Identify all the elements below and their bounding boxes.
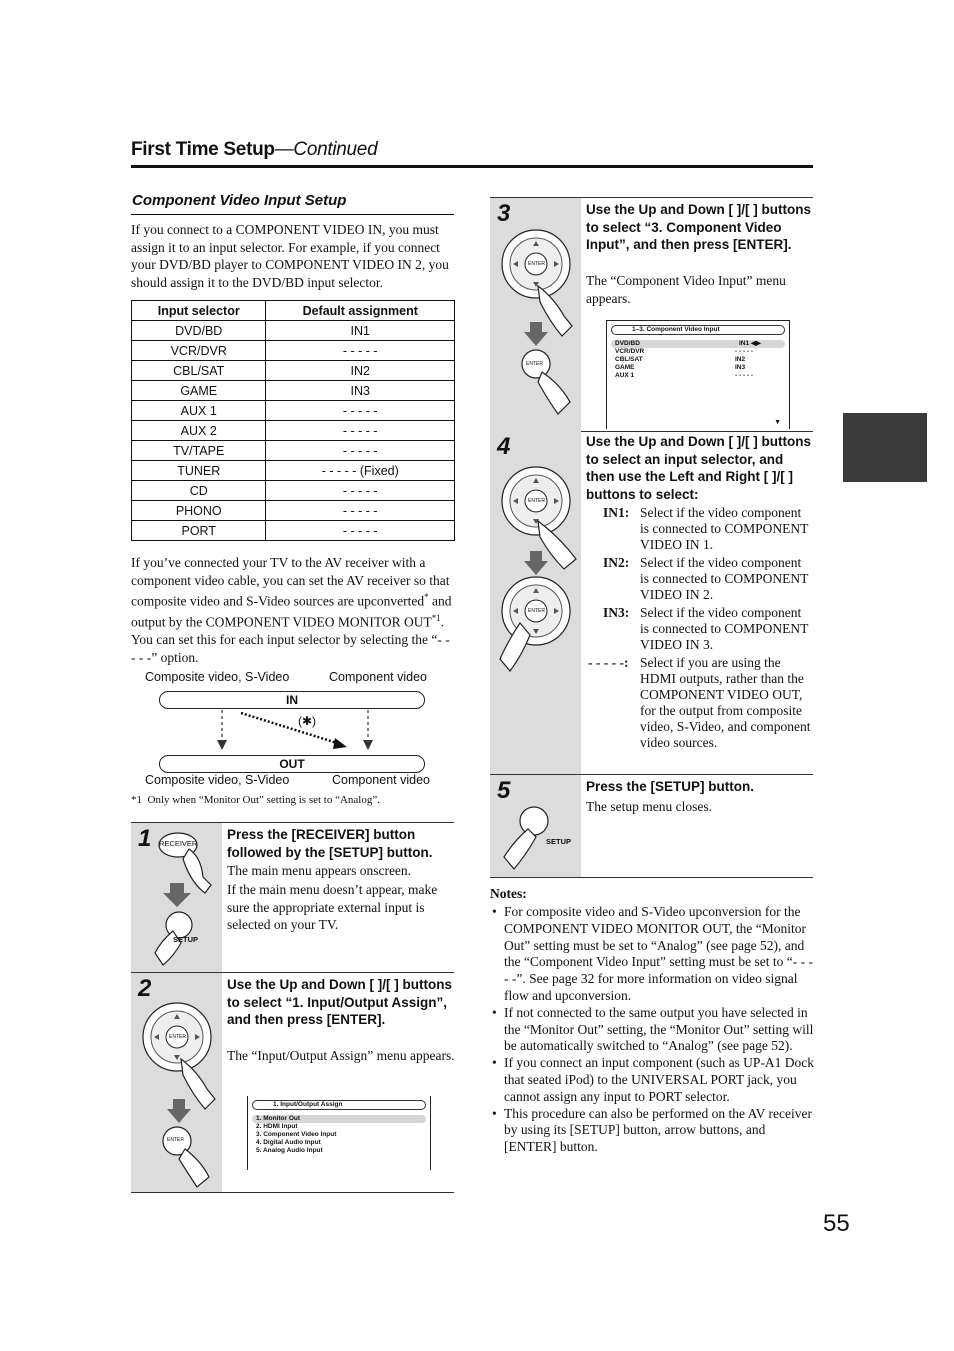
step-heading: Press the [SETUP] button. bbox=[586, 779, 755, 794]
option-key: - - - - -: bbox=[588, 655, 629, 670]
enter-button-label: ENTER bbox=[526, 361, 543, 367]
step-heading: Use the Up and Down [ ]/[ ] buttons to select “1. Input/Output Assign”, and then press [ENTER]. bbox=[227, 977, 452, 1027]
menu-item: 2. HDMI Input bbox=[256, 1123, 298, 1130]
step-text: The “Input/Output Assign” menu appears. bbox=[227, 1048, 455, 1063]
default-assignment-cell: IN3 bbox=[266, 381, 455, 401]
input-selector-cell: CBL/SAT bbox=[132, 361, 266, 381]
scroll-down-icon: ▼ bbox=[774, 419, 781, 426]
remote-hand-illustration bbox=[153, 827, 225, 969]
table-header-input: Input selector bbox=[132, 301, 266, 321]
in-pill: IN bbox=[159, 691, 425, 709]
step-text: The setup menu closes. bbox=[586, 799, 712, 814]
menu-row bbox=[607, 364, 789, 372]
default-assignment-cell: - - - - - bbox=[266, 401, 455, 421]
setup-button-label: SETUP bbox=[546, 837, 572, 846]
menu-row-selector: CBL/SAT bbox=[615, 356, 643, 363]
default-assignment-cell: - - - - - bbox=[266, 341, 455, 361]
menu-item: 4. Digital Audio Input bbox=[256, 1139, 321, 1146]
step-1 bbox=[131, 822, 454, 973]
enter-button-label: ENTER bbox=[167, 1137, 184, 1143]
option-description: Select if you are using the HDMI outputs, rather than the COMPONENT VIDEO OUT, for the output from composite video, S-Video, and component video sources. bbox=[640, 655, 811, 750]
section-rule bbox=[131, 214, 454, 215]
default-assignment-cell: - - - - - bbox=[266, 521, 455, 541]
input-selector-cell: VCR/DVR bbox=[132, 341, 266, 361]
menu-row-selector: VCR/DVR bbox=[615, 348, 645, 355]
menu-row-assignment: IN1 ◀▶ bbox=[739, 340, 761, 347]
input-output-assign-menu bbox=[247, 1096, 431, 1170]
step-number: 2 bbox=[138, 975, 152, 1002]
footnote-text: Only when “Monitor Out” setting is set to “Analog”. bbox=[147, 794, 380, 806]
upconversion-paragraph bbox=[131, 554, 453, 666]
step-4 bbox=[490, 431, 813, 774]
para-text: If you’ve connected your TV to the AV receiver with a component video cable, you can set the AV receiver so that composite video and S-Video sources are upconverted bbox=[131, 555, 450, 609]
receiver-button-label: RECEIVER bbox=[159, 839, 198, 848]
table-row bbox=[132, 361, 455, 381]
step-text: If the main menu doesn’t appear, make sure the appropriate external input is selected on your TV. bbox=[227, 882, 438, 932]
note-item: • For composite video and S-Video upconversion for the COMPONENT VIDEO MONITOR OUT, the “Monitor Out” setting must be set to “Analog” (see page 52), and the “Component Video Input” setting must be set to “- - - - -”. See page 32 for more information on video signal flow and upconversion. bbox=[490, 904, 815, 1005]
option-key: IN2: bbox=[603, 555, 630, 570]
menu-row bbox=[607, 348, 789, 356]
remote-dpad-illustration bbox=[139, 999, 225, 1189]
input-selector-cell: TV/TAPE bbox=[132, 441, 266, 461]
header-continued: —Continued bbox=[274, 139, 378, 160]
option-key: IN3: bbox=[603, 605, 630, 620]
default-assignment-cell: IN1 bbox=[266, 321, 455, 341]
table-row bbox=[132, 521, 455, 541]
footnote-ref: *1 bbox=[431, 613, 441, 623]
menu-item: 1. Monitor Out bbox=[252, 1115, 426, 1123]
remote-dpad-illustration bbox=[498, 226, 584, 416]
menu-item: 3. Component Video Input bbox=[256, 1131, 337, 1138]
step-heading: Use the Up and Down [ ]/[ ] buttons to select “3. Component Video Input”, and then press [ENTER]. bbox=[586, 202, 811, 252]
chapter-tab bbox=[843, 413, 927, 482]
table-row bbox=[132, 441, 455, 461]
step-heading: Use the Up and Down [ ]/[ ] buttons to select an input selector, and then use the Left and Right [ ]/[ ] buttons to select: bbox=[586, 434, 811, 502]
table-row bbox=[132, 321, 455, 341]
default-assignment-cell: - - - - - (Fixed) bbox=[266, 461, 455, 481]
section-title: Component Video Input Setup bbox=[132, 192, 347, 209]
menu-row-selector: AUX 1 bbox=[615, 372, 635, 379]
remote-dpad-illustration bbox=[498, 463, 584, 673]
default-assignment-cell: - - - - - bbox=[266, 481, 455, 501]
default-assignment-cell: IN2 bbox=[266, 361, 455, 381]
note-item: • If not connected to the same output you have selected in the “Monitor Out” setting, the “Monitor Out” setting will be automatically switched to “Analog” (see page 52). bbox=[490, 1005, 815, 1055]
diagram-label-top-right: Component video bbox=[329, 670, 427, 684]
table-row bbox=[132, 381, 455, 401]
menu-row bbox=[607, 372, 789, 380]
input-selector-cell: DVD/BD bbox=[132, 321, 266, 341]
step-2 bbox=[131, 973, 454, 1193]
input-selector-cell: GAME bbox=[132, 381, 266, 401]
table-row bbox=[132, 341, 455, 361]
table-row bbox=[132, 461, 455, 481]
input-selector-cell: AUX 1 bbox=[132, 401, 266, 421]
upconversion-star: (✱) bbox=[298, 714, 317, 728]
option-description: Select if the video component is connected to COMPONENT VIDEO IN 2. bbox=[640, 555, 809, 602]
note-item: • If you connect an input component (such as UP-A1 Dock that seated iPod) to the UNIVERSAL PORT jack, you cannot assign any input to PORT selector. bbox=[490, 1055, 815, 1105]
footnote-mark: *1 bbox=[131, 794, 142, 806]
signal-flow-arrows bbox=[159, 708, 425, 756]
option-key: IN1: bbox=[603, 505, 630, 520]
page-number: 55 bbox=[823, 1210, 850, 1237]
menu-row bbox=[607, 356, 789, 364]
input-selector-cell: AUX 2 bbox=[132, 421, 266, 441]
intro-paragraph: If you connect to a COMPONENT VIDEO IN, you must assign it to an input selector. For example, if you connect your DVD/BD player to COMPONENT VIDEO IN 2, you should assign it to the DVD/BD input selector. bbox=[131, 222, 449, 290]
step-number: 5 bbox=[497, 777, 511, 804]
step-number: 4 bbox=[497, 433, 511, 460]
menu-row-selector: GAME bbox=[615, 364, 635, 371]
menu-title: 1. Input/Output Assign bbox=[252, 1100, 426, 1110]
component-video-input-menu bbox=[606, 320, 790, 429]
step-number: 1 bbox=[138, 825, 152, 852]
star-mark: * bbox=[424, 592, 429, 602]
table-header-default: Default assignment bbox=[266, 301, 455, 321]
page-header bbox=[131, 139, 377, 161]
step-text: The “Component Video Input” menu appears. bbox=[586, 273, 786, 306]
table-row bbox=[132, 481, 455, 501]
footnote bbox=[131, 794, 380, 806]
input-selector-cell: CD bbox=[132, 481, 266, 501]
menu-row-assignment: IN3 bbox=[735, 364, 746, 371]
enter-button-label: ENTER bbox=[528, 498, 545, 504]
table-row bbox=[132, 421, 455, 441]
table-row bbox=[132, 501, 455, 521]
option-description: Select if the video component is connected to COMPONENT VIDEO IN 3. bbox=[640, 605, 809, 652]
assignment-table bbox=[131, 300, 455, 541]
enter-button-label: ENTER bbox=[528, 261, 545, 267]
default-assignment-cell: - - - - - bbox=[266, 421, 455, 441]
menu-row-assignment: - - - - - bbox=[735, 348, 754, 355]
menu-row-selector: DVD/BD bbox=[615, 340, 640, 347]
step-5 bbox=[490, 774, 813, 878]
diagram-label-bottom-left: Composite video, S-Video bbox=[145, 773, 290, 787]
input-selector-cell: TUNER bbox=[132, 461, 266, 481]
menu-row-assignment: - - - - - bbox=[735, 372, 754, 379]
step-text: The main menu appears onscreen. bbox=[227, 863, 412, 878]
input-selector-cell: PORT bbox=[132, 521, 266, 541]
para-text: and output by the COMPONENT VIDEO MONITOR OUT bbox=[131, 593, 452, 630]
default-assignment-cell: - - - - - bbox=[266, 441, 455, 461]
setup-button-label: SETUP bbox=[173, 935, 199, 944]
step-heading: Press the [RECEIVER] button followed by the [SETUP] button. bbox=[227, 827, 433, 860]
menu-title: 1–3. Component Video Input bbox=[611, 325, 785, 335]
header-rule bbox=[131, 165, 813, 168]
out-pill: OUT bbox=[159, 755, 425, 773]
table-row bbox=[132, 401, 455, 421]
menu-row-assignment: IN2 bbox=[735, 356, 746, 363]
enter-button-label: ENTER bbox=[528, 608, 545, 614]
para-text: . You can set this for each input selector by selecting the “- - - - -” option. bbox=[131, 614, 450, 665]
notes-title: Notes: bbox=[490, 886, 527, 901]
step-number: 3 bbox=[497, 200, 511, 227]
input-selector-cell: PHONO bbox=[132, 501, 266, 521]
enter-button-label: ENTER bbox=[169, 1034, 186, 1040]
notes-list bbox=[490, 904, 815, 1156]
diagram-label-bottom-right: Component video bbox=[332, 773, 430, 787]
step-3 bbox=[490, 197, 813, 432]
menu-item: 5. Analog Audio Input bbox=[256, 1147, 323, 1154]
header-title: First Time Setup bbox=[131, 139, 275, 160]
default-assignment-cell: - - - - - bbox=[266, 501, 455, 521]
menu-row bbox=[611, 340, 785, 348]
diagram-label-top-left: Composite video, S-Video bbox=[145, 670, 290, 684]
option-description: Select if the video component is connected to COMPONENT VIDEO IN 1. bbox=[640, 505, 809, 552]
table-header-row bbox=[132, 301, 455, 321]
note-item: • This procedure can also be performed on the AV receiver by using its [SETUP] button, arrow buttons, and [ENTER] button. bbox=[490, 1106, 815, 1156]
